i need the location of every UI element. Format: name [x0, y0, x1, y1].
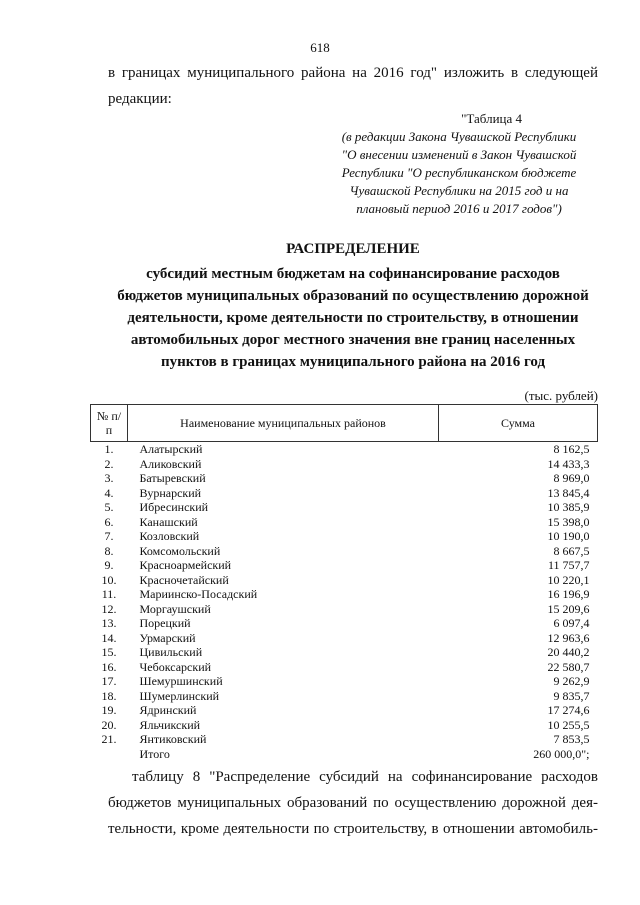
intro-line: редакции: [108, 91, 172, 107]
units-label: (тыс. рублей) [524, 388, 598, 403]
row-district-name: Моргаушский [139, 601, 211, 616]
row-district-name: Чебоксарский [139, 659, 212, 674]
row-district-name: Янтиковский [139, 732, 207, 746]
title-heading: РАСПРЕДЕЛЕНИЕ [286, 241, 420, 257]
row-district-name: Ибресинский [139, 500, 209, 514]
row-district-name: Красночетайский [139, 572, 229, 587]
row-number: 20. [101, 717, 117, 732]
row-district-name: Мариинско-Посадский [139, 587, 258, 601]
row-number: 15. [101, 645, 117, 659]
row-sum: 10 385,9 [547, 500, 590, 514]
table-row [91, 616, 598, 631]
edition-note-line: Республики "О республиканском бюджете [341, 165, 577, 180]
row-number: 13. [101, 616, 117, 630]
row-district-name: Красноармейский [139, 558, 232, 572]
outro-paragraph [108, 764, 598, 842]
row-sum: 9 262,9 [553, 674, 590, 688]
row-number: 7. [104, 529, 114, 543]
row-district-name: Комсомольский [139, 543, 221, 558]
row-sum: 8 969,0 [553, 471, 590, 485]
row-district-name: Алатырский [139, 442, 203, 456]
table-row [91, 732, 598, 747]
row-sum: 16 196,9 [547, 587, 590, 601]
outro-line: таблицу 8 "Распределение субсидий на софинансирование расходов [132, 769, 598, 785]
title-line: пунктов в границах муниципального района на 2016 год [160, 354, 546, 370]
title-line: субсидий местным бюджетам на софинансирование расходов [146, 266, 560, 282]
row-number: 16. [101, 659, 117, 674]
row-sum: 12 963,6 [547, 630, 590, 645]
table-row [91, 515, 598, 530]
row-sum: 13 845,4 [547, 485, 590, 500]
row-sum: 15 209,6 [547, 601, 590, 616]
row-number: 11. [101, 587, 117, 601]
table-row [91, 529, 598, 544]
row-sum: 11 757,7 [547, 558, 590, 572]
row-sum: 9 835,7 [553, 688, 590, 703]
table-row [91, 442, 598, 457]
table-reference [318, 110, 600, 218]
table-row [91, 573, 598, 588]
outro-line: тельности, кроме деятельности по строительству, в отношении автомобиль- [108, 821, 598, 837]
row-sum: 10 220,1 [547, 572, 590, 587]
row-sum: 8 162,5 [553, 442, 590, 456]
table-row [91, 660, 598, 675]
table-row [91, 703, 598, 718]
total-row [91, 747, 598, 762]
row-sum: 7 853,5 [553, 732, 590, 746]
row-sum: 10 255,5 [547, 717, 590, 732]
edition-note-line: "О внесении изменений в Закон Чувашской [341, 147, 577, 162]
title-line: бюджетов муниципальных образований по осуществлению дорожной [117, 288, 589, 304]
row-number: 18. [101, 688, 117, 703]
row-number: 12. [101, 601, 117, 616]
row-sum: 20 440,2 [547, 645, 590, 659]
row-district-name: Ядринский [139, 703, 197, 717]
row-number: 21. [101, 732, 117, 746]
intro-paragraph [108, 60, 598, 112]
total-value: 260 000,0"; [533, 746, 590, 761]
row-sum: 8 667,5 [553, 543, 590, 558]
document-title [108, 238, 598, 373]
table-row [91, 486, 598, 501]
row-district-name: Шемуршинский [139, 674, 223, 688]
row-number: 10. [101, 572, 117, 587]
row-district-name: Вурнарский [139, 485, 202, 500]
header-number: № п/п [91, 405, 128, 442]
table-row [91, 558, 598, 573]
table-row [91, 500, 598, 515]
title-line: деятельности, кроме деятельности по строительству, в отношении [127, 310, 579, 326]
table-row [91, 471, 598, 486]
total-blank [91, 747, 128, 762]
row-number: 3. [104, 471, 114, 485]
table-row [91, 631, 598, 646]
outro-line: бюджетов муниципальных образований по осуществлению дорожной дея- [108, 795, 598, 811]
edition-note-line: Чувашской Республики на 2015 год и на [349, 183, 569, 198]
table-row [91, 674, 598, 689]
row-sum: 14 433,3 [547, 456, 590, 471]
total-label: Итого [139, 746, 170, 761]
row-number: 4. [104, 485, 114, 500]
header-sum: Сумма [439, 405, 598, 442]
row-sum: 15 398,0 [547, 514, 590, 529]
row-number: 2. [104, 456, 114, 471]
table-label: "Таблица 4 [461, 111, 522, 126]
table-header-row [91, 405, 598, 442]
row-district-name: Яльчикский [139, 717, 201, 732]
intro-line: в границах муниципального района на 2016 год" изложить в следующей [108, 65, 598, 81]
row-district-name: Аликовский [139, 456, 202, 471]
header-name: Наименование муниципальных районов [128, 405, 439, 442]
row-number: 1. [104, 442, 114, 456]
page-number: 618 [310, 40, 330, 55]
table-row [91, 544, 598, 559]
row-sum: 22 580,7 [547, 659, 590, 674]
row-district-name: Батыревский [139, 471, 206, 485]
row-sum: 17 274,6 [547, 703, 590, 717]
table-body [91, 442, 598, 762]
row-number: 6. [104, 514, 114, 529]
row-district-name: Шумерлинский [139, 688, 220, 703]
title-line: автомобильных дорог местного значения вне границ населенных [130, 332, 576, 348]
row-number: 8. [104, 543, 114, 558]
row-district-name: Урмарский [139, 630, 196, 645]
row-district-name: Порецкий [139, 616, 191, 630]
table-row [91, 718, 598, 733]
table-row [91, 602, 598, 617]
table-row [91, 689, 598, 704]
edition-note-line: (в редакции Закона Чувашской Республики [341, 129, 577, 144]
row-sum: 6 097,4 [553, 616, 590, 630]
row-number: 5. [104, 500, 114, 514]
row-district-name: Цивильский [139, 645, 203, 659]
row-district-name: Канашский [139, 514, 198, 529]
edition-note-line: плановый период 2016 и 2017 годов") [356, 201, 562, 216]
row-number: 19. [101, 703, 117, 717]
row-number: 17. [101, 674, 117, 688]
table-row [91, 645, 598, 660]
row-sum: 10 190,0 [547, 529, 590, 543]
subsidy-table [90, 404, 598, 761]
row-district-name: Козловский [139, 529, 200, 543]
table-row [91, 457, 598, 472]
row-number: 9. [104, 558, 114, 572]
table-row [91, 587, 598, 602]
row-number: 14. [101, 630, 117, 645]
